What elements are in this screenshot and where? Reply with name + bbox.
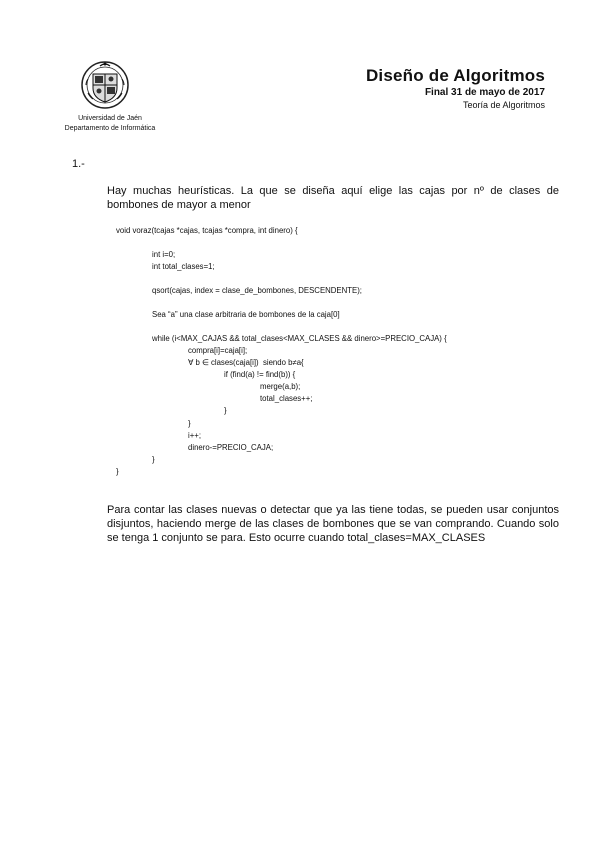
code-line: compra[i]=caja[i];: [188, 346, 248, 355]
question-number: 1.-: [72, 158, 85, 170]
exam-date: Final 31 de mayo de 2017: [424, 87, 545, 98]
code-line: }: [116, 467, 119, 476]
code-line: merge(a,b);: [260, 382, 301, 391]
code-line: }: [224, 406, 227, 415]
code-line: i++;: [188, 431, 202, 440]
code-line: }: [188, 419, 191, 428]
code-line: void voraz(tcajas *cajas, tcajas *compra, int dinero) {: [116, 226, 298, 235]
institution-block: [40, 114, 180, 134]
code-line: }: [152, 455, 155, 464]
code-line: dinero-=PRECIO_CAJA;: [188, 443, 274, 452]
code-line: int i=0;: [152, 250, 176, 259]
university-name: Universidad de Jaén: [78, 115, 142, 122]
document-title: Diseño de Algoritmos: [365, 66, 545, 85]
code-line: int total_clases=1;: [152, 262, 215, 271]
code-line: if (find(a) != find(b)) {: [224, 370, 296, 379]
department-name: Departamento de Informática: [64, 125, 156, 132]
conclusion-paragraph: Para contar las clases nuevas o detectar que ya las tiene todas, se pueden usar conjuntos disjuntos, haciendo merge de las clases de bombones que se van comprando. Cuando solo se tenga 1 conjunto se para. Esto ocurre cuando total_clases=MAX_CLASES: [107, 504, 559, 544]
university-seal-logo: [80, 58, 130, 112]
subject-name: Teoría de Algoritmos: [462, 100, 545, 110]
code-line: total_clases++;: [260, 394, 313, 403]
code-line: Sea “a” una clase arbitraria de bombones de la caja[0]: [152, 310, 340, 319]
document-header: [366, 66, 545, 111]
code-line: while (i<MAX_CAJAS && total_clases<MAX_CLASES && dinero>=PRECIO_CAJA) {: [152, 334, 447, 343]
code-line: ∀ b ∈ clases(caja[i]) siendo b≠a{: [188, 358, 304, 367]
code-line: qsort(cajas, index = clase_de_bombones, DESCENDENTE);: [152, 286, 362, 295]
intro-paragraph: Hay muchas heurísticas. La que se diseña aquí elige las cajas por nº de clases de bombones de mayor a menor: [107, 185, 559, 211]
